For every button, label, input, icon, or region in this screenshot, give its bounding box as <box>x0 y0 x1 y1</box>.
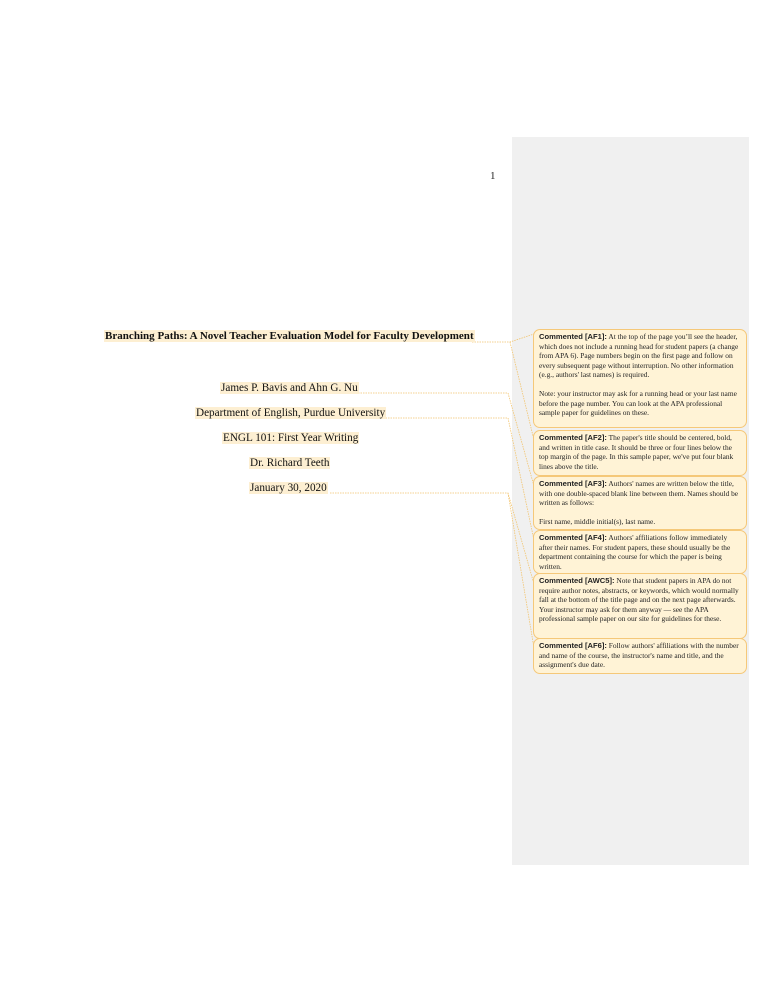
page-number: 1 <box>490 170 496 182</box>
due-date: January 30, 2020 <box>250 482 327 494</box>
course-name: ENGL 101: First Year Writing <box>223 432 359 444</box>
comment-label: Commented [AF2]: <box>539 433 607 442</box>
comment-af1[interactable] <box>533 329 747 428</box>
comment-text: At the top of the page you’ll see the header, which does not include a running head for student papers (a change from APA 6). Page numbers begin on the first page and follow on every subsequent page without interruption. No other information (e.g., authors' last names) is required. <box>539 332 739 380</box>
author-affiliation: Department of English, Purdue University <box>196 407 386 419</box>
comment-label: Commented [AF6]: <box>539 641 607 650</box>
comment-text: Authors' names are written below the title, with one double-spaced blank line between them. Names should be written as follows: <box>539 479 739 508</box>
comment-text: Authors' affiliations follow immediately after their names. For student papers, these should usually be the department containing the course for which the paper is being written. <box>539 533 731 571</box>
comment-af4[interactable] <box>533 530 747 574</box>
comment-label: Commented [AF1]: <box>539 332 607 341</box>
comment-af6[interactable] <box>533 638 747 674</box>
comment-text-example: First name, middle initial(s), last name. <box>539 516 656 526</box>
comment-text: The paper's title should be centered, bold, and written in title case. It should be three or four lines below the top margin of the page. In this sample paper, we've put four blank lines above the title. <box>539 433 734 471</box>
author-names: James P. Bavis and Ahn G. Nu <box>221 382 358 394</box>
instructor-name: Dr. Richard Teeth <box>250 457 330 469</box>
comment-text-note: Note: your instructor may ask for a running head or your last name before the page number. You can look at the APA professional sample paper for guidelines on these. <box>539 388 737 418</box>
comment-af2[interactable] <box>533 430 747 476</box>
comment-text: Follow authors' affiliations with the number and name of the course, the instructor's name and title, and the assignment's due date. <box>539 641 739 670</box>
comment-label: Commented [AF4]: <box>539 533 607 542</box>
paper-title: Branching Paths: A Novel Teacher Evaluation Model for Faculty Development <box>105 330 474 342</box>
comment-label: Commented [AWC5]: <box>539 576 615 585</box>
comment-label: Commented [AF3]: <box>539 479 607 488</box>
comment-text: Note that student papers in APA do not require author notes, abstracts, or keywords, which would normally fall at the bottom of the title page and on the next page afterwards. Your instructor may ask for them anyway — see the APA professional sample paper on our site for guidelines for these. <box>539 576 739 624</box>
comment-awc5[interactable] <box>533 573 747 639</box>
comment-af3[interactable] <box>533 476 747 530</box>
